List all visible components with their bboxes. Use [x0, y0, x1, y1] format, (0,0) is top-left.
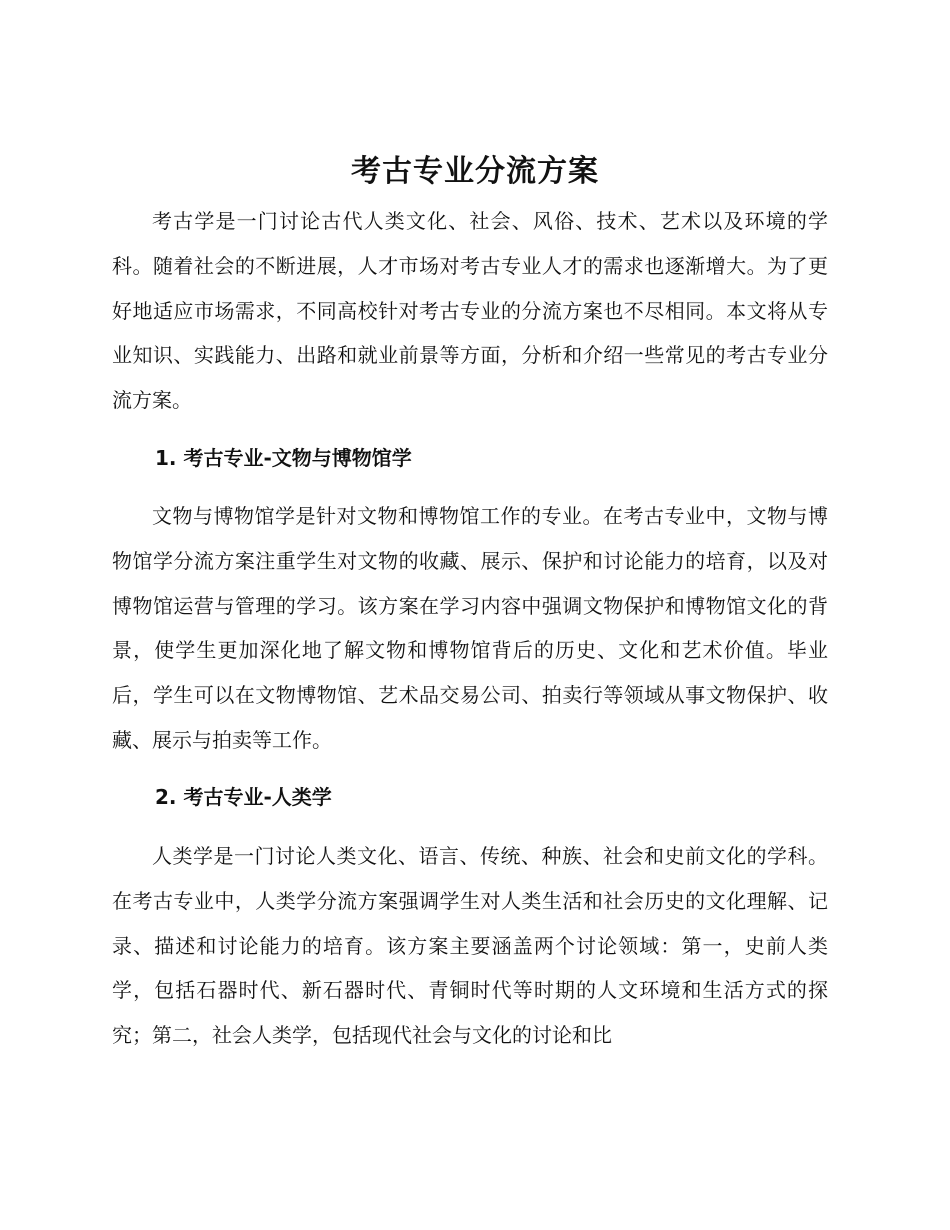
intro-paragraph: 考古学是一门讨论古代人类文化、社会、风俗、技术、艺术以及环境的学科。随着社会的不断进展，人才市场对考古专业人才的需求也逐渐增大。为了更好地适应市场需求，不同高校针对考古专业的分流方案也不尽相同。本文将从专业知识、实践能力、出路和就业前景等方面，分析和介绍一些常见的考古专业分流方案。 [112, 209, 828, 413]
section-heading: 1. 考古专业-文物与博物馆学 [155, 446, 412, 470]
section-paragraph: 人类学是一门讨论人类文化、语言、传统、种族、社会和史前文化的学科。在考古专业中，人类学分流方案强调学生对人类生活和社会历史的文化理解、记录、描述和讨论能力的培育。该方案主要涵盖两个讨论领域：第一，史前人类学，包括石器时代、新石器时代、青铜时代等时期的人文环境和生活方式的探究；第二，社会人类学，包括现代社会与文化的讨论和比 [112, 844, 828, 1048]
section-paragraph: 文物与博物馆学是针对文物和博物馆工作的专业。在考古专业中，文物与博物馆学分流方案注重学生对文物的收藏、展示、保护和讨论能力的培育，以及对博物馆运营与管理的学习。该方案在学习内容中强调文物保护和博物馆文化的背景，使学生更加深化地了解文物和博物馆背后的历史、文化和艺术价值。毕业后，学生可以在文物博物馆、艺术品交易公司、拍卖行等领域从事文物保护、收藏、展示与拍卖等工作。 [112, 504, 828, 752]
section-heading: 2. 考古专业-人类学 [155, 785, 332, 809]
document-title: 考古专业分流方案 [351, 154, 599, 189]
